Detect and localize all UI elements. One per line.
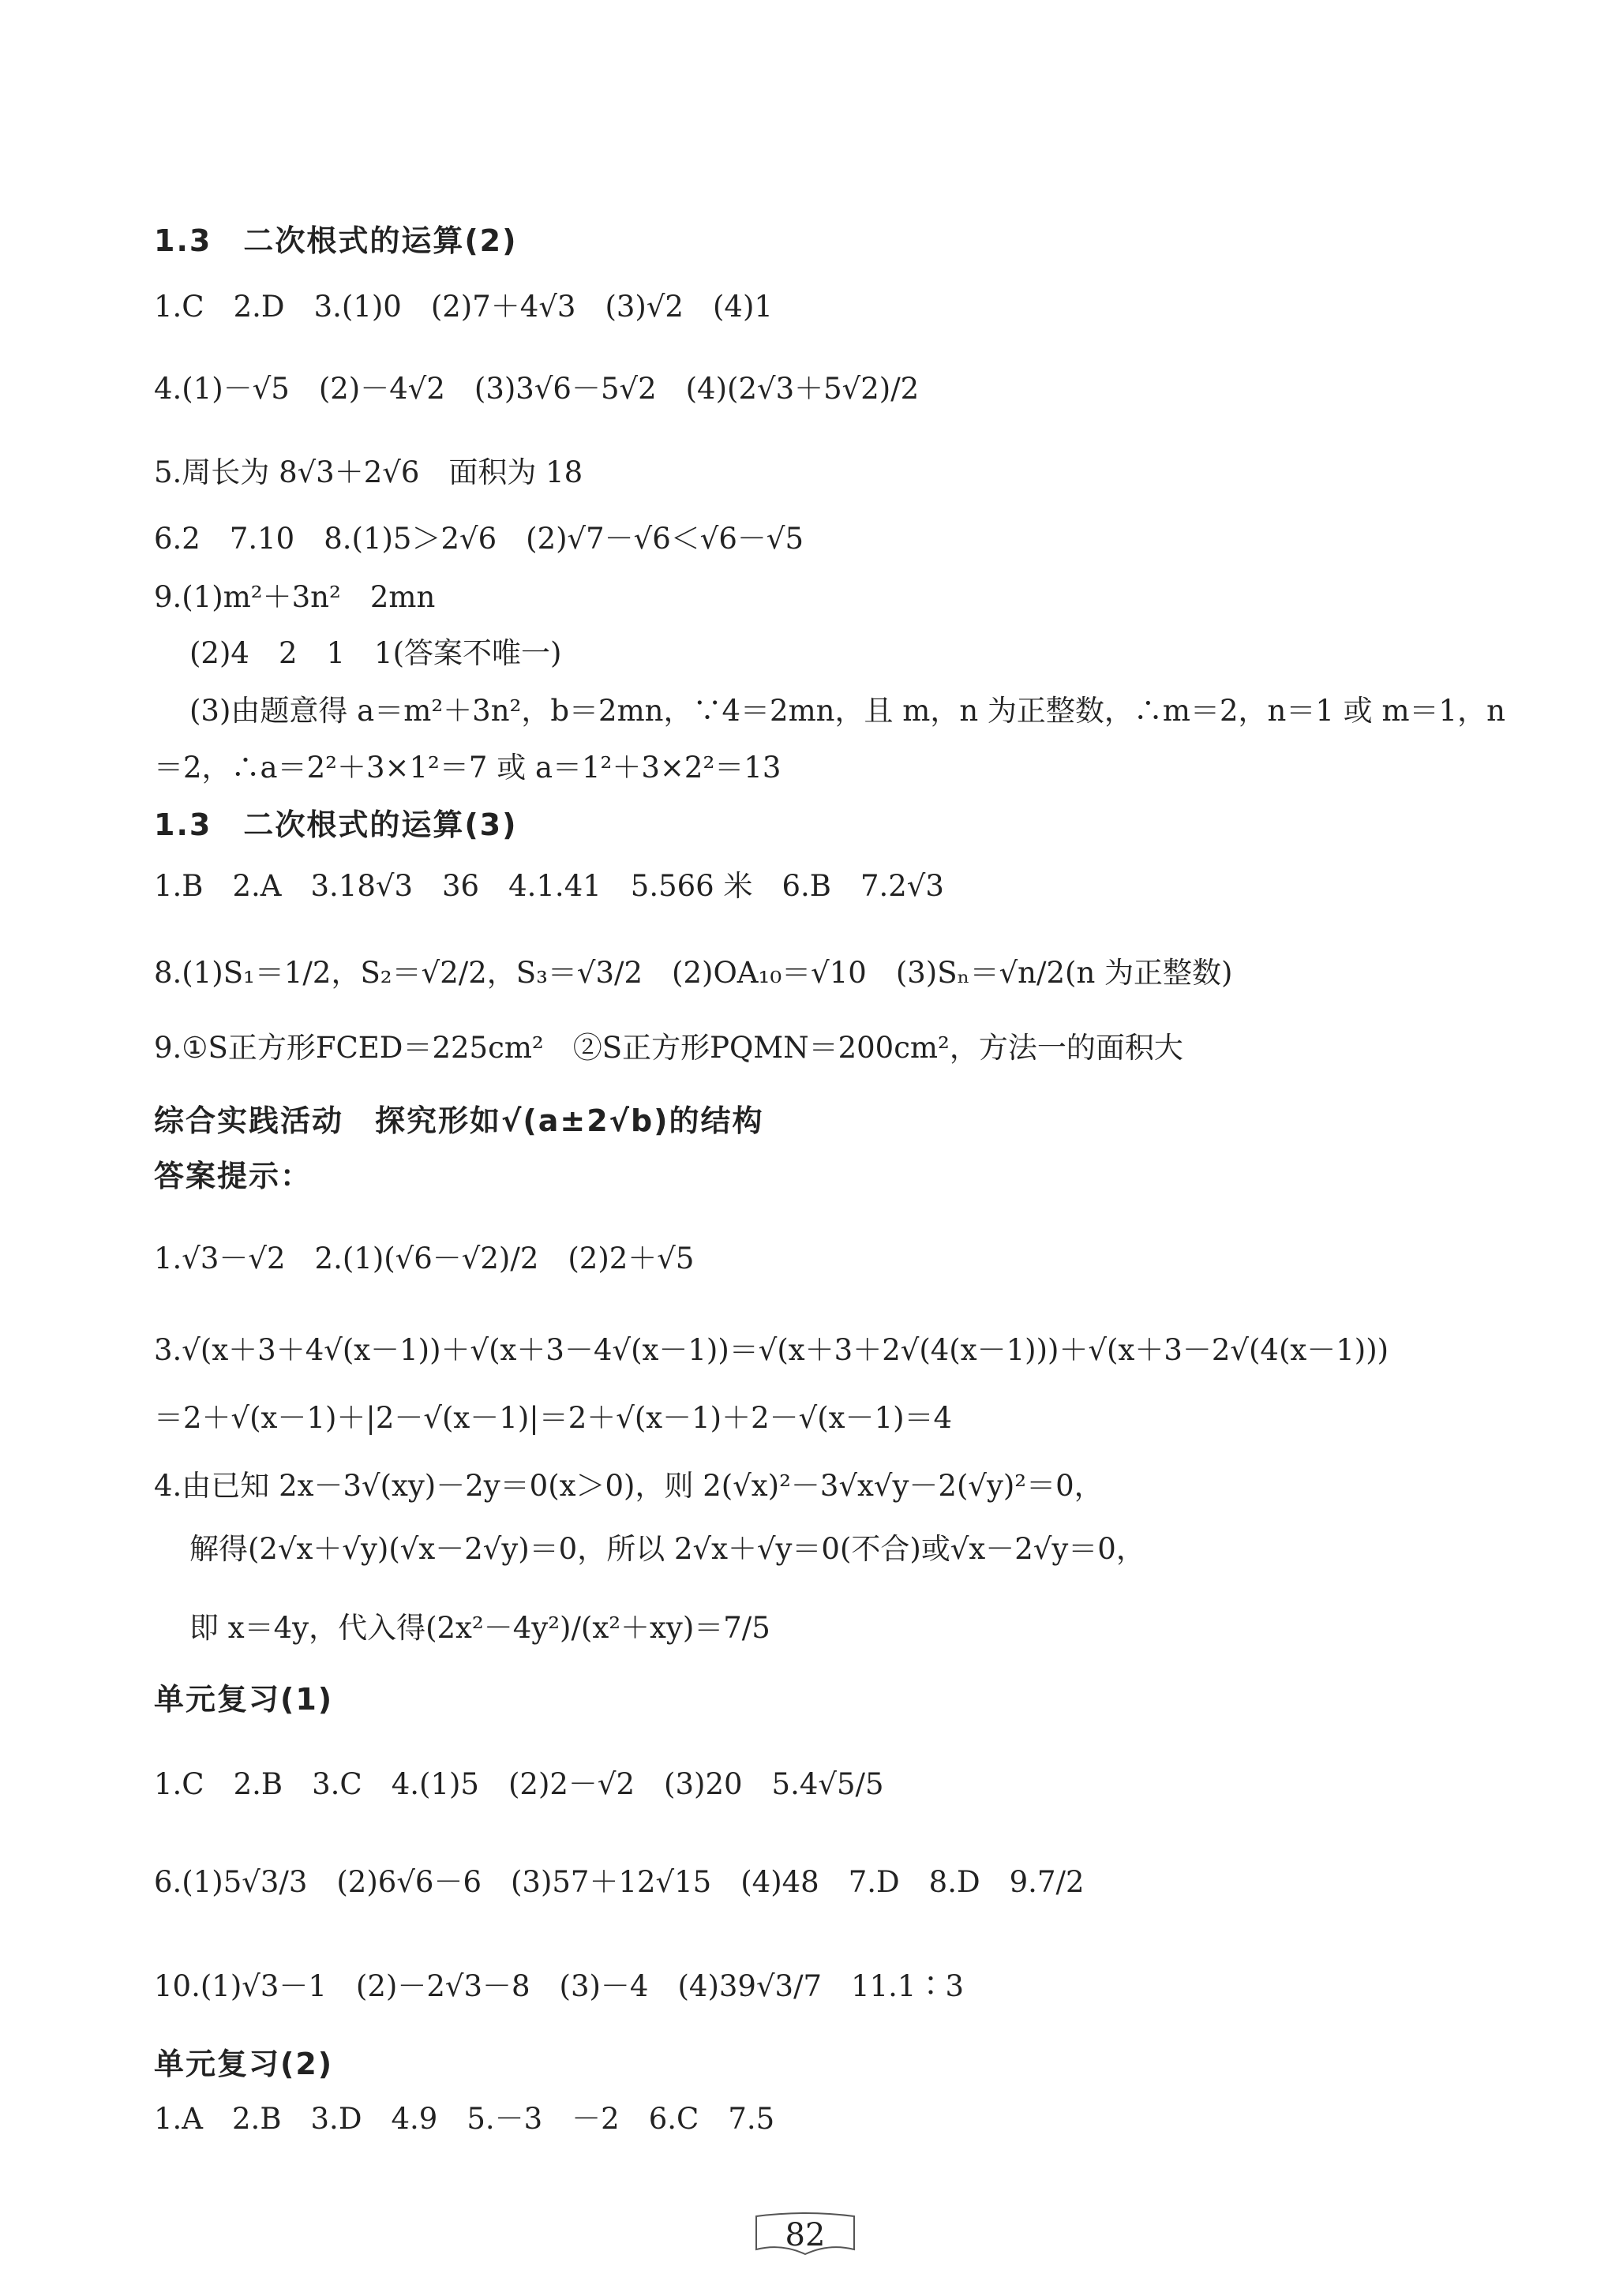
answer-line: 1.C 2.B 3.C 4.(1)5 (2)2－√2 (3)20 5.4√5/5: [154, 1767, 884, 1801]
page-number-text: 82: [785, 2217, 826, 2253]
answer-line: 4.由已知 2x－3√(xy)－2y＝0(x＞0)，则 2(√x)²－3√x√y－2(√y)²＝0，: [154, 1469, 1104, 1503]
answer-line: 9.①S正方形FCED＝225cm² ②S正方形PQMN＝200cm²，方法一的面积大: [154, 1031, 1183, 1065]
section-title: 1.3 二次根式的运算(3): [154, 807, 518, 842]
answer-line: 3.√(x＋3＋4√(x－1))＋√(x＋3－4√(x－1))＝√(x＋3＋2√(4(x－1)))＋√(x＋3－2√(4(x－1))): [154, 1333, 1389, 1367]
section-title: 1.3 二次根式的运算(2): [154, 223, 518, 258]
answer-line: ＝2＋√(x－1)＋|2－√(x－1)|＝2＋√(x－1)＋2－√(x－1)＝4: [154, 1401, 953, 1435]
answer-line: ＝2，∴a＝2²＋3×1²＝7 或 a＝1²＋3×2²＝13: [154, 751, 782, 785]
answer-line: 10.(1)√3－1 (2)－2√3－8 (3)－4 (4)39√3/7 11.1∶3: [154, 1969, 965, 2003]
page-number: [750, 2210, 860, 2260]
answer-line: 1.√3－√2 2.(1)(√6－√2)/2 (2)2＋√5: [154, 1242, 695, 1275]
answer-line: 解得(2√x＋√y)(√x－2√y)＝0，所以 2√x＋√y＝0(不合)或√x－2√y＝0，: [189, 1532, 1145, 1566]
answer-line: 1.A 2.B 3.D 4.9 5.－3 －2 6.C 7.5: [154, 2102, 775, 2136]
answer-line: 6.2 7.10 8.(1)5＞2√6 (2)√7－√6＜√6－√5: [154, 522, 804, 556]
answer-line: 9.(1)m²＋3n² 2mn: [154, 580, 436, 614]
answer-line: 5.周长为 8√3＋2√6 面积为 18: [154, 455, 583, 489]
answer-line: 6.(1)5√3/3 (2)6√6－6 (3)57＋12√15 (4)48 7.D 8.D 9.7/2: [154, 1865, 1085, 1899]
answer-line: (2)4 2 1 1(答案不唯一): [189, 636, 562, 670]
section-title: 单元复习(2): [154, 2047, 334, 2081]
answer-line: 即 x＝4y，代入得(2x²－4y²)/(x²＋xy)＝7/5: [189, 1611, 770, 1645]
section-title: 综合实践活动 探究形如√(a±2√b)的结构: [154, 1103, 764, 1138]
section-subtitle: 答案提示：: [154, 1159, 313, 1193]
answer-line: 1.C 2.D 3.(1)0 (2)7＋4√3 (3)√2 (4)1: [154, 290, 773, 324]
answer-line: 8.(1)S₁＝1/2，S₂＝√2/2，S₃＝√3/2 (2)OA₁₀＝√10 (3)Sₙ＝√n/2(n 为正整数): [154, 956, 1233, 990]
answer-line: 1.B 2.A 3.18√3 36 4.1.41 5.566 米 6.B 7.2√3: [154, 869, 944, 903]
answer-line: (3)由题意得 a＝m²＋3n²，b＝2mn，∵4＝2mn，且 m，n 为正整数，∴m＝2，n＝1 或 m＝1，n: [189, 694, 1505, 728]
answer-line: 4.(1)－√5 (2)－4√2 (3)3√6－5√2 (4)(2√3＋5√2)/2: [154, 372, 920, 406]
section-title: 单元复习(1): [154, 1682, 334, 1717]
